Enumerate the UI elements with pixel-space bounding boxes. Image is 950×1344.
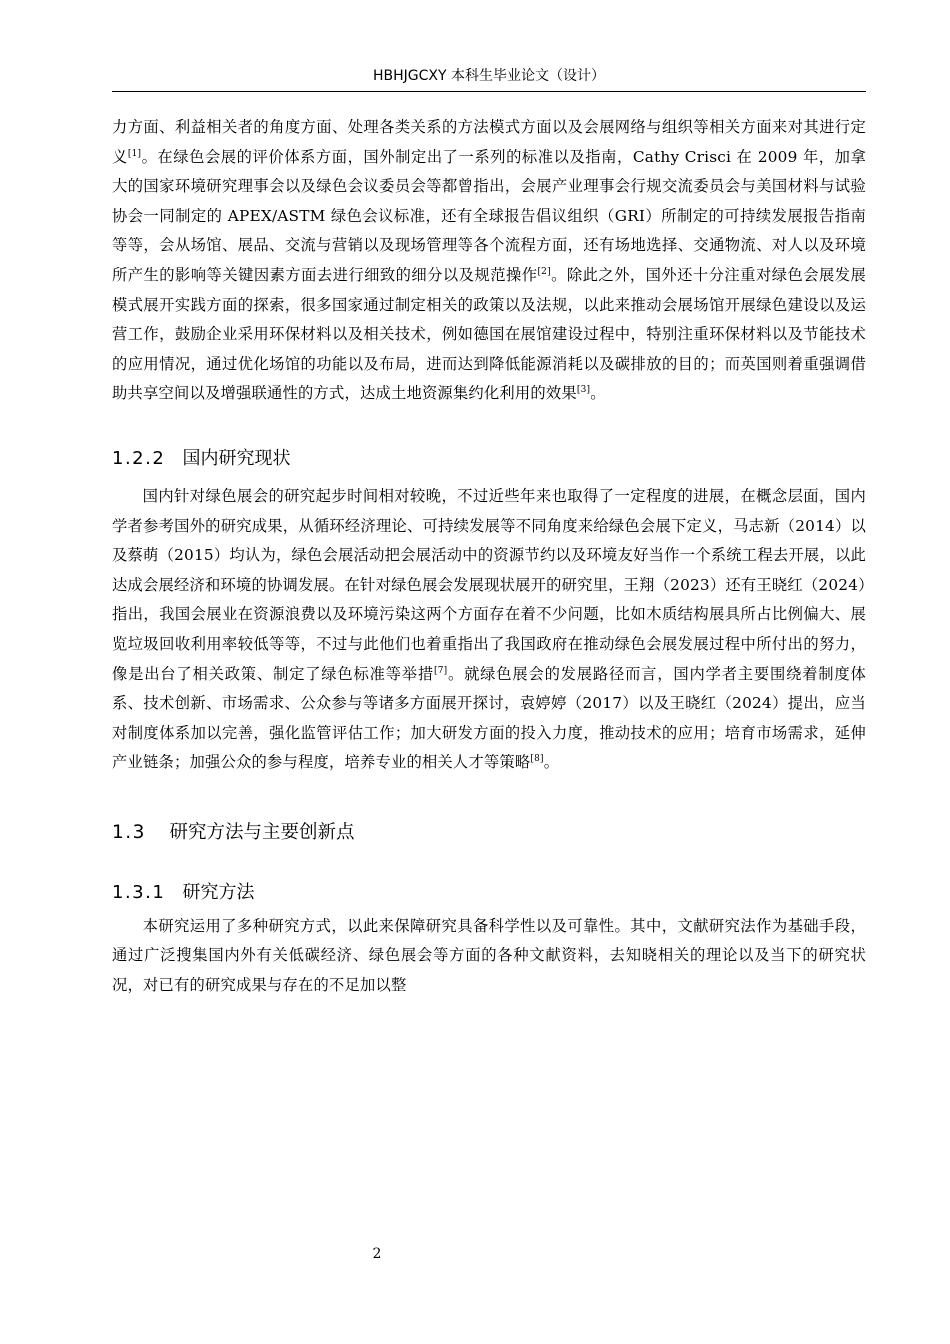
section-heading-1-3 [112,818,866,848]
paragraph-text: 。在绿色会展的评价体系方面，国外制定出了一系列的标准以及指南，Cathy Crisci 在 2009 年，加拿大的国家环境研究理事会以及绿色会议委员会等都曾指出，会展产业理事会行规交流委员会与美国材料与试验协会一同制定的 APEX/ASTM 绿色会议标准，还有全球报告倡议组织（GRI）所制定的可持续发展报告指南等等，会从场馆、展品、交流与营销以及现场管理等各个流程方面，还有场地选择、交通物流、对人以及环境所产生的影响等关键因素方面去进行细致的细分以及规范操作 [112,147,866,284]
citation: [3] [576,385,591,396]
paragraph-text: 。 [590,384,606,403]
paragraph-domestic-research [112,482,866,778]
section-heading-1-3-1 [112,878,866,908]
citation: [8] [530,754,544,765]
section-title: 研究方法 [182,881,255,903]
page-content [112,113,866,1001]
paragraph-text: 。除此之外，国外还十分注重对绿色会展发展模式展开实践方面的探索，很多国家通过制定相关的政策以及法规，以此来推动会展场馆开展绿色建设以及运营工作，鼓励企业采用环保材料以及相关技术，例如德国在展馆建设过程中，特别注重环保材料以及节能技术的应用情况，通过优化场馆的功能以及布局，进而达到降低能源消耗以及碳排放的目的；而英国则着重强调借助共享空间以及增强联通性的方式，达成土地资源集约化利用的效果 [112,265,866,403]
section-number: 1.3 [112,821,146,843]
section-number: 1.2.2 [112,447,166,469]
paragraph-text: 。就绿色展会的发展路径而言，国内学者主要围绕着制度体系、技术创新、市场需求、公众参与等诸多方面展开探讨，袁婷婷（2017）以及王晓红（2024）提出，应当对制度体系加以完善，强化监管评估工作；加大研发方面的投入力度，推动技术的应用；培育市场需求，延伸产业链条；加强公众的参与程度，培养专业的相关人才等策略 [112,664,866,772]
page-header: HBHJGCXY 本科生毕业论文（设计） [372,68,605,84]
section-title: 国内研究现状 [182,447,291,469]
paragraph-text: 力方面、利益相关者的角度方面、处理各类关系的方法模式方面以及会展网络与组织等相关方面来对其进行定义 [112,118,866,166]
citation: [1] [127,148,142,159]
header-rule [112,91,866,92]
paragraph-research-methods [112,912,866,1001]
paragraph-foreign-research [112,113,866,409]
citation: [7] [434,665,448,676]
page-number: 2 [372,1246,382,1262]
section-title: 研究方法与主要创新点 [169,821,355,843]
section-number: 1.3.1 [112,881,166,903]
paragraph-text: 本研究运用了多种研究方式，以此来保障研究具备科学性以及可靠性。其中，文献研究法作为基础手段，通过广泛搜集国内外有关低碳经济、绿色展会等方面的各种文献资料，去知晓相关的理论以及当下的研究状况，对已有的研究成果与存在的不足加以整 [112,916,866,995]
paragraph-text: 国内针对绿色展会的研究起步时间相对较晚，不过近些年来也取得了一定程度的进展，在概念层面，国内学者参考国外的研究成果，从循环经济理论、可持续发展等不同角度来给绿色会展下定义，马志新（2014）以及蔡萌（2015）均认为，绿色会展活动把会展活动中的资源节约以及环境友好当作一个系统工程去开展，以此达成会展经济和环境的协调发展。在针对绿色展会发展现状展开的研究里，王翔（2023）还有王晓红（2024）指出，我国会展业在资源浪费以及环境污染这两个方面存在着不少问题，比如木质结构展具所占比例偏大、展览垃圾回收利用率较低等等，不过与此他们也着重指出了我国政府在推动绿色会展发展过程中所付出的努力，像是出台了相关政策、制定了绿色标准等举措 [112,486,866,683]
section-heading-1-2-2 [112,444,866,474]
citation: [2] [537,266,551,277]
paragraph-text: 。 [543,753,560,772]
